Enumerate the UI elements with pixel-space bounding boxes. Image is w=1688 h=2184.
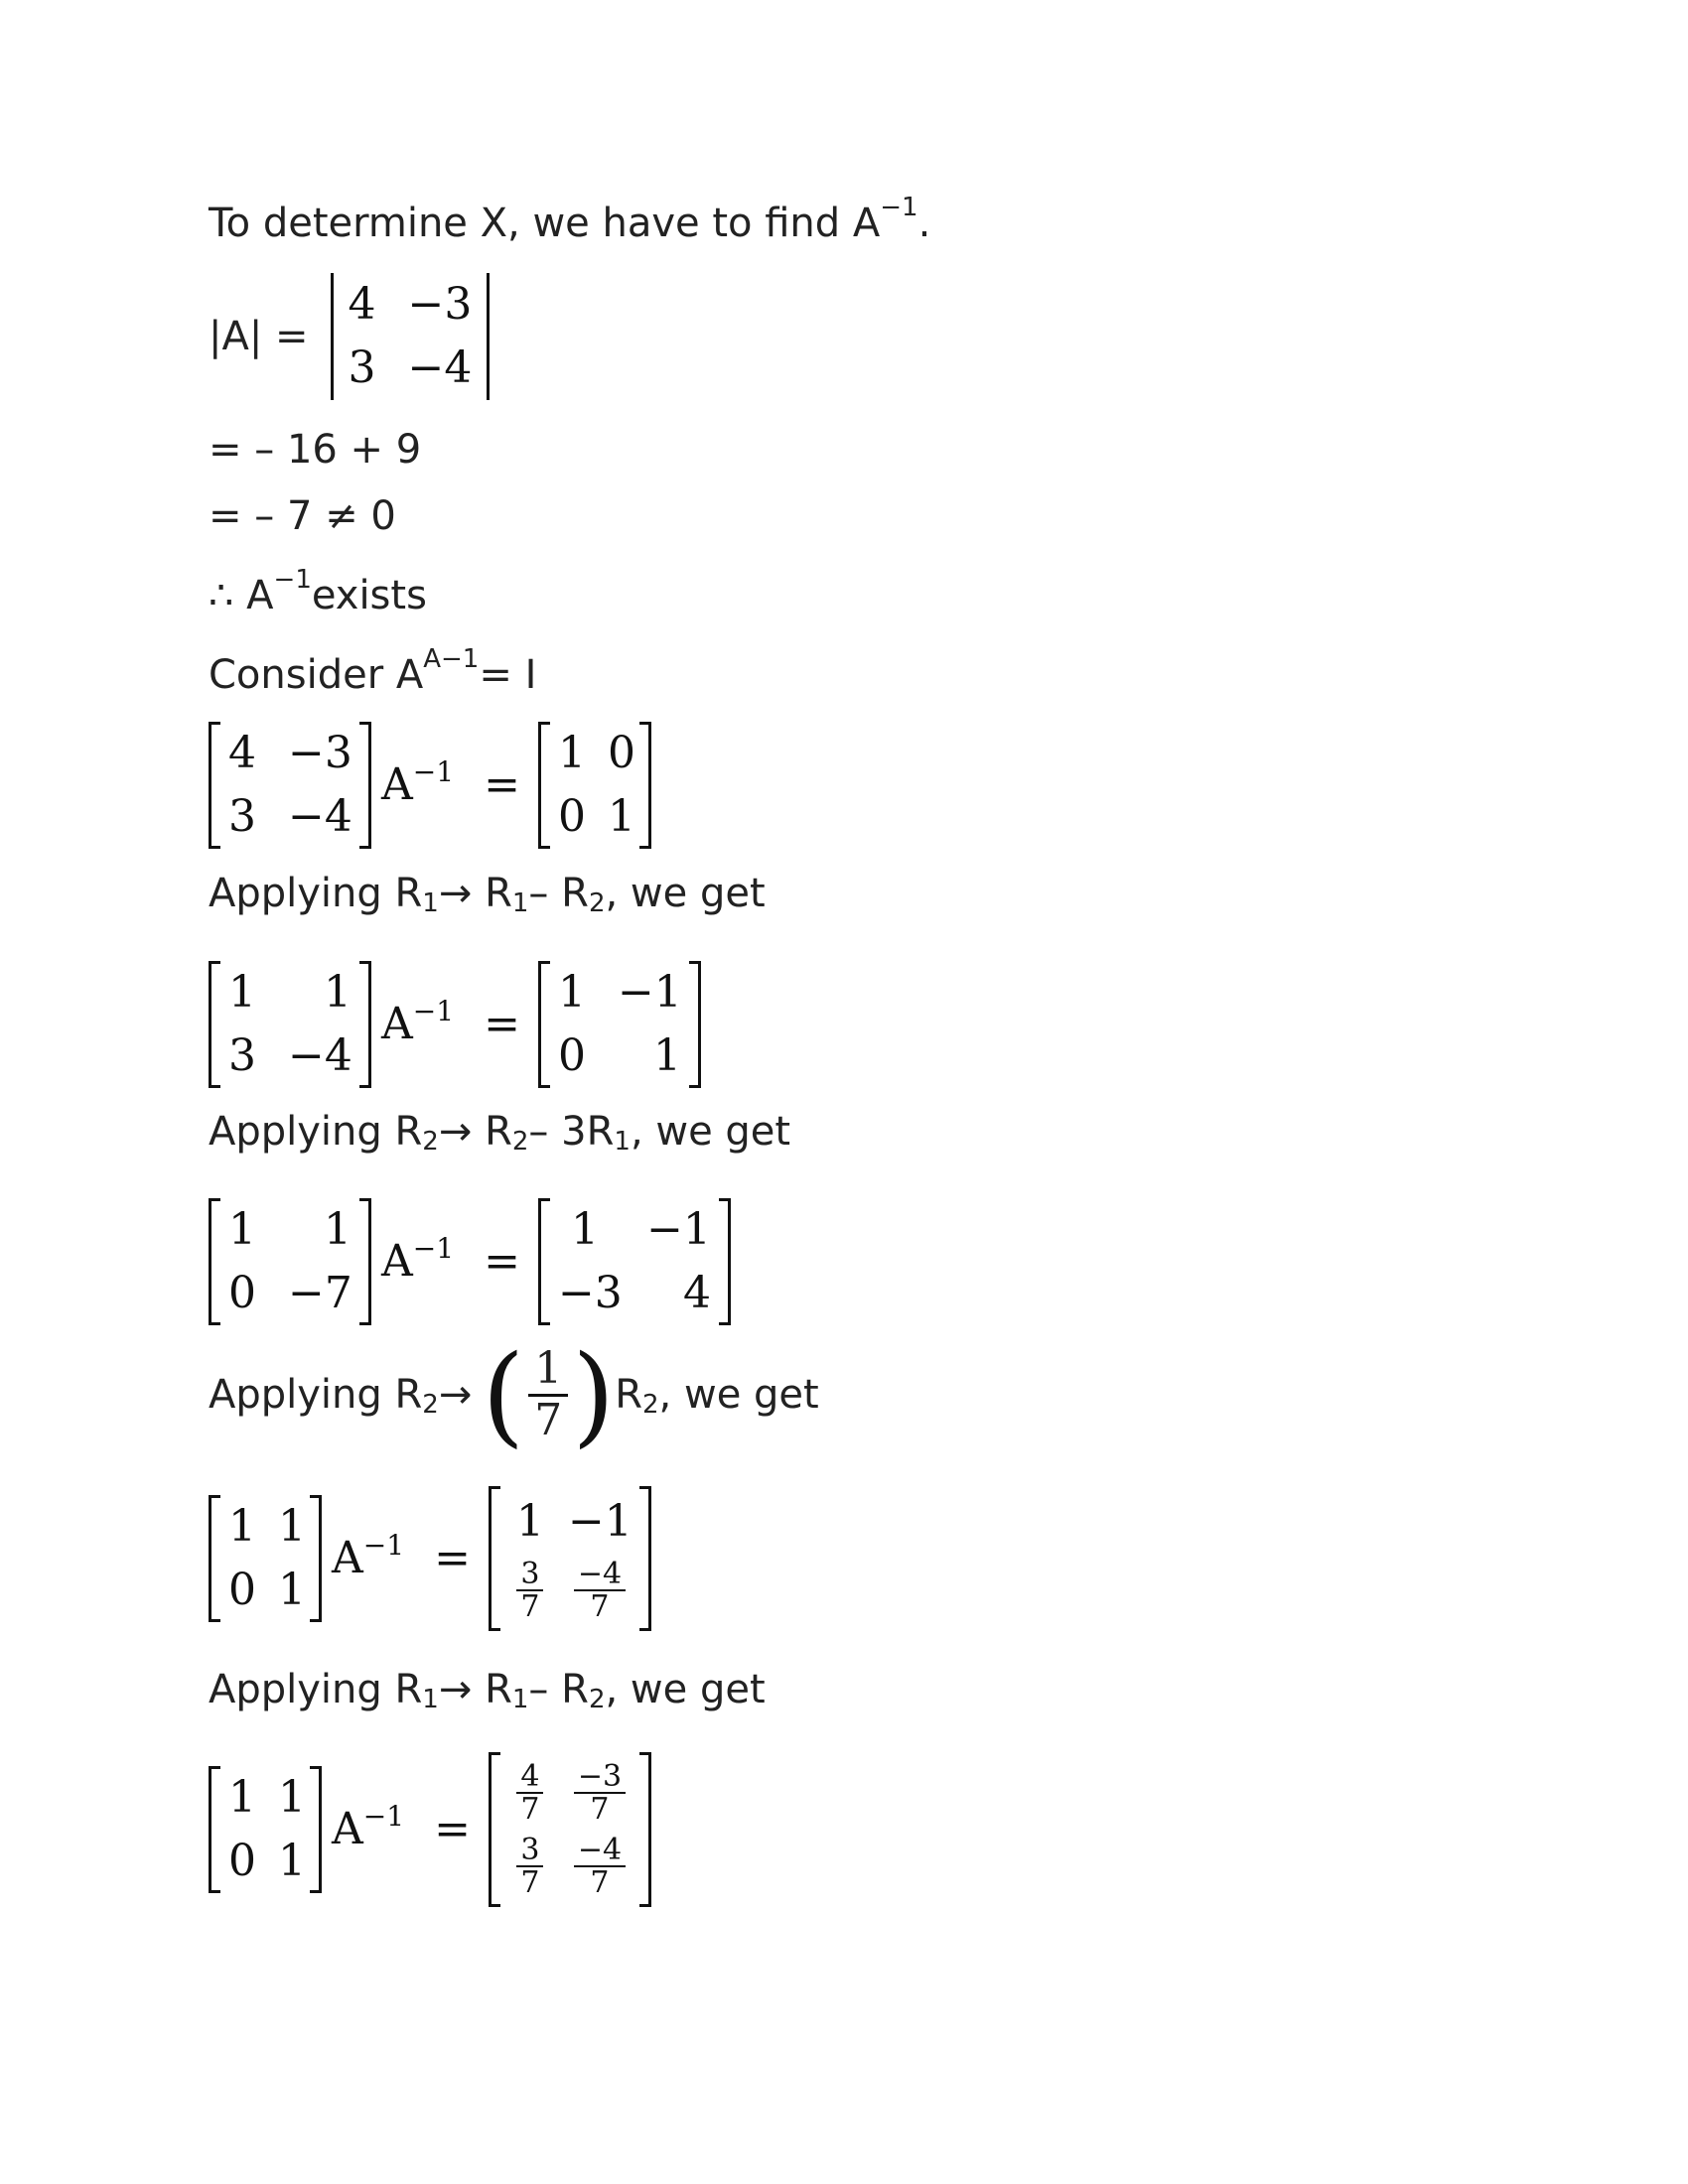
matrix-cell: 3	[228, 1030, 256, 1081]
a-inverse-base: A	[381, 759, 413, 810]
fraction-numerator: 4	[516, 1761, 543, 1795]
matrix-cell: 0	[228, 1565, 256, 1615]
matrix-cell	[560, 1830, 639, 1903]
fraction-denominator: 7	[590, 1589, 610, 1624]
a-inverse	[381, 755, 455, 810]
fraction-numerator: 3	[516, 1559, 543, 1592]
matrix-right	[538, 722, 651, 849]
op-sub: 1	[511, 888, 529, 918]
exists-text: exists	[311, 573, 427, 618]
operation-4-line	[209, 1667, 766, 1714]
matrix-cell: 1	[278, 1836, 306, 1886]
a-inverse-sup: −1	[362, 1529, 405, 1562]
op-text: → R	[438, 871, 512, 916]
det-math	[329, 273, 492, 400]
matrix-cell: −4	[288, 791, 352, 842]
matrix-cell	[560, 1756, 639, 1830]
a-inverse-base: A	[381, 999, 413, 1049]
op-sub: 2	[588, 888, 606, 918]
matrix-cell: −1	[646, 1204, 711, 1255]
a-inverse-base: A	[381, 1236, 413, 1287]
matrix-cell: 0	[228, 1836, 256, 1886]
fraction-denominator: 7	[520, 1865, 540, 1900]
op-sub: 1	[614, 1127, 631, 1157]
det-cell: −4	[407, 342, 473, 393]
fraction	[516, 1832, 543, 1900]
matrix-cell: −3	[557, 1268, 623, 1318]
equals-sign: =	[484, 759, 520, 810]
det-cell: −3	[407, 279, 473, 330]
operation-1-line	[209, 871, 766, 918]
consider-end: = I	[479, 652, 537, 698]
fraction	[516, 1556, 543, 1624]
a-inverse-base: A	[332, 1533, 363, 1583]
a-inverse-sup: −1	[412, 995, 455, 1027]
matrix-left	[209, 1766, 322, 1893]
matrix-equation-0	[209, 722, 651, 849]
matrix-left	[209, 961, 371, 1088]
step1-text: = – 16 + 9	[209, 427, 422, 473]
a-inverse	[381, 995, 455, 1049]
intro-end: .	[917, 201, 931, 246]
op-text: , we get	[630, 1109, 791, 1155]
matrix-cell: 1	[557, 728, 586, 778]
step2-line	[209, 493, 396, 539]
determinant-line	[209, 273, 492, 400]
matrix-cell	[500, 1756, 560, 1830]
op-text: , we get	[605, 871, 766, 916]
matrix-cell: 4	[228, 728, 256, 778]
op-sub: 1	[422, 1685, 439, 1714]
operation-2-line	[209, 1109, 791, 1157]
matrix-cell: 1	[228, 1501, 256, 1552]
matrix-cell	[560, 1554, 639, 1627]
matrix-cell: −4	[288, 1030, 352, 1081]
equals-sign: =	[484, 999, 520, 1049]
intro-sup: −1	[880, 193, 918, 222]
op-text: – R	[528, 1667, 589, 1712]
exists-sup: −1	[273, 565, 312, 595]
op-text: →	[438, 1372, 473, 1418]
matrix-equation-3	[209, 1486, 651, 1631]
right-paren: )	[572, 1331, 616, 1458]
matrix-left	[209, 722, 371, 849]
op-sub: 2	[422, 1127, 439, 1157]
exists-line	[209, 565, 427, 618]
matrix-right	[538, 961, 701, 1088]
fraction-denominator: 7	[520, 1792, 540, 1827]
matrix-left	[209, 1495, 322, 1622]
matrix-right	[489, 1486, 651, 1631]
a-inverse	[381, 1232, 455, 1287]
matrix-cell: 1	[278, 1565, 306, 1615]
matrix-equation-4	[209, 1752, 651, 1907]
operation-3-line	[209, 1331, 819, 1458]
matrix-cell: −7	[288, 1268, 352, 1318]
matrix-cell: 0	[557, 791, 586, 842]
op-text: → R	[438, 1667, 512, 1712]
op-text: Applying R	[209, 1372, 423, 1418]
op-sub: 2	[511, 1127, 529, 1157]
fraction-numerator: 1	[528, 1345, 568, 1396]
matrix-cell: 0	[607, 728, 635, 778]
op-text: Applying R	[209, 871, 423, 916]
matrix-equation-1	[209, 961, 701, 1088]
fraction-numerator: −4	[574, 1835, 626, 1868]
matrix-cell: 1	[515, 1496, 544, 1547]
matrix-cell: 1	[570, 1204, 599, 1255]
op-text: , we get	[605, 1667, 766, 1712]
det-matrix	[329, 273, 492, 400]
fraction-numerator: 3	[516, 1835, 543, 1868]
fraction-denominator: 7	[534, 1394, 563, 1445]
matrix-equation-2	[209, 1198, 731, 1325]
op-text: – 3R	[528, 1109, 615, 1155]
det-cell: 4	[348, 279, 376, 330]
fraction	[516, 1758, 543, 1827]
consider-sup: A−1	[423, 644, 480, 674]
op-sub: 2	[422, 1390, 439, 1420]
left-paren: (	[482, 1331, 525, 1458]
matrix-cell: −1	[567, 1496, 633, 1547]
a-inverse-base: A	[332, 1804, 363, 1854]
consider-text: Consider A	[209, 652, 424, 698]
equals-sign: =	[484, 1236, 520, 1287]
matrix-left	[209, 1198, 371, 1325]
matrix-cell: 1	[278, 1772, 306, 1823]
a-inverse-sup: −1	[412, 1232, 455, 1265]
consider-line	[209, 644, 537, 698]
fraction-denominator: 7	[520, 1589, 540, 1624]
a-inverse	[332, 1800, 405, 1854]
op-text: , we get	[658, 1372, 819, 1418]
fraction-denominator: 7	[590, 1792, 610, 1827]
matrix-cell: 1	[324, 967, 352, 1018]
matrix-cell: 1	[228, 967, 256, 1018]
op-text: Applying R	[209, 1667, 423, 1712]
matrix-cell: 1	[607, 791, 635, 842]
matrix-cell: 3	[228, 791, 256, 842]
op-text: Applying R	[209, 1109, 423, 1155]
fraction	[574, 1832, 626, 1900]
matrix-cell: 1	[324, 1204, 352, 1255]
matrix-cell: 0	[557, 1030, 586, 1081]
fraction-one-seventh	[528, 1345, 568, 1444]
matrix-cell	[500, 1554, 560, 1627]
matrix-cell: 0	[228, 1268, 256, 1318]
fraction-numerator: −3	[574, 1761, 626, 1795]
intro-text: To determine X, we have to find A	[209, 201, 881, 246]
a-inverse-sup: −1	[362, 1800, 405, 1833]
op-text: → R	[438, 1109, 512, 1155]
a-inverse	[332, 1529, 405, 1583]
matrix-right	[538, 1198, 731, 1325]
exists-symbol: ∴ A	[209, 573, 274, 618]
fraction-numerator: −4	[574, 1559, 626, 1592]
equals-sign: =	[434, 1533, 471, 1583]
matrix-cell: 1	[652, 1030, 681, 1081]
op-sub: 2	[588, 1685, 606, 1714]
matrix-cell: 1	[228, 1772, 256, 1823]
fraction	[574, 1556, 626, 1624]
op-sub: 2	[642, 1390, 659, 1420]
a-inverse-sup: −1	[412, 755, 455, 788]
equals-sign: =	[434, 1804, 471, 1854]
fraction	[574, 1758, 626, 1827]
det-label: |A| =	[209, 314, 309, 359]
intro-line	[209, 193, 931, 246]
matrix-cell: 4	[682, 1268, 711, 1318]
matrix-cell	[500, 1830, 560, 1903]
fraction-denominator: 7	[590, 1865, 610, 1900]
step1-line	[209, 427, 422, 473]
matrix-cell: 1	[278, 1501, 306, 1552]
op-sub: 1	[511, 1685, 529, 1714]
matrix-cell: 1	[228, 1204, 256, 1255]
det-cell: 3	[348, 342, 376, 393]
op-text: R	[615, 1372, 642, 1418]
matrix-right	[489, 1752, 651, 1907]
matrix-cell: 1	[557, 967, 586, 1018]
matrix-cell: −3	[288, 728, 352, 778]
op-sub: 1	[422, 888, 439, 918]
matrix-cell: −1	[617, 967, 682, 1018]
step2-text: = – 7 ≠ 0	[209, 493, 396, 539]
op-text: – R	[528, 871, 589, 916]
